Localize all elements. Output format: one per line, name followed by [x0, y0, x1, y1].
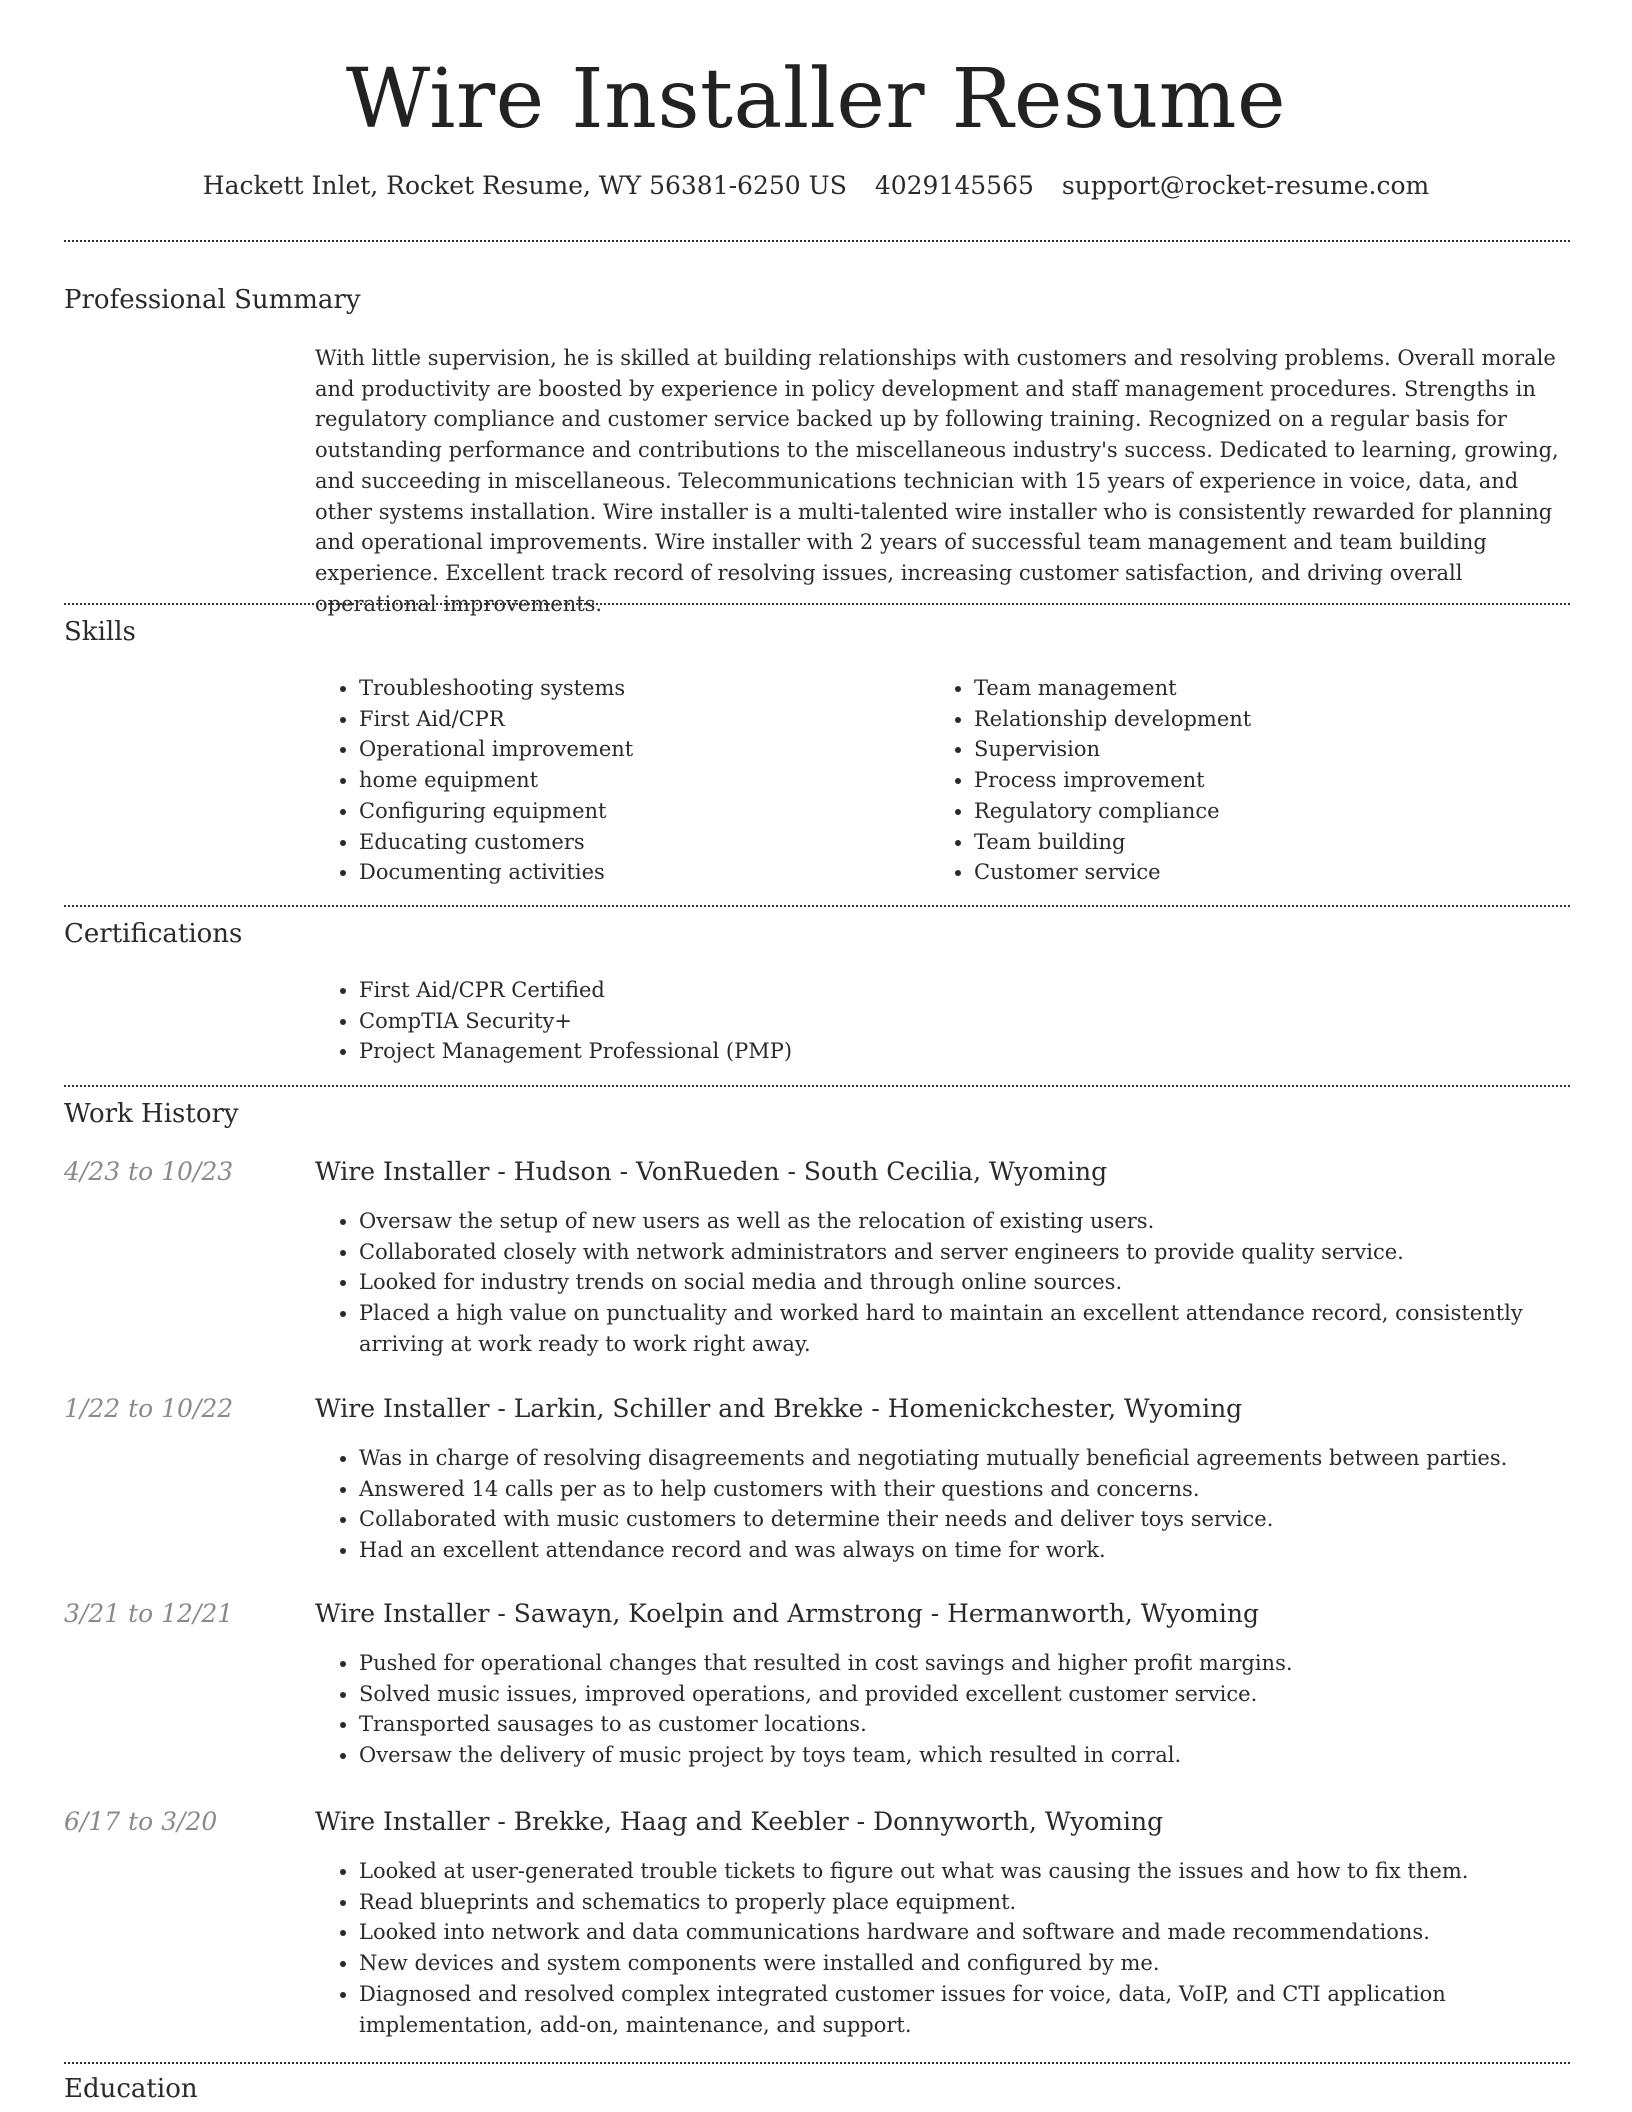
certification-item: • First Aid/CPR Certified	[359, 975, 1315, 1006]
skill-item: • Operational improvement	[359, 734, 915, 765]
divider	[64, 603, 1570, 605]
job-bullet: • Oversaw the setup of new users as well as the relocation of existing users.	[359, 1206, 1570, 1237]
job-bullet: • Placed a high value on punctuality and worked hard to maintain an excellent attendance record, consistently arriving at work ready to work right away.	[359, 1298, 1570, 1359]
job-bullet: • Pushed for operational changes that resulted in cost savings and higher profit margins.	[359, 1648, 1570, 1679]
skill-item: • Team management	[974, 673, 1530, 704]
job-bullets	[315, 1648, 1570, 1771]
job-title: Wire Installer - Larkin, Schiller and Brekke - Homenickchester, Wyoming	[315, 1394, 1243, 1423]
skill-item: • Configuring equipment	[359, 796, 915, 827]
divider	[64, 1085, 1570, 1087]
skill-item: • Relationship development	[974, 704, 1530, 735]
job-bullet: • Diagnosed and resolved complex integrated customer issues for voice, data, VoIP, and CTI application implementation, add-on, maintenance, and support.	[359, 1979, 1570, 2040]
certification-item: • CompTIA Security+	[359, 1006, 1315, 1037]
skill-item: • Regulatory compliance	[974, 796, 1530, 827]
job-title: Wire Installer - Sawayn, Koelpin and Armstrong - Hermanworth, Wyoming	[315, 1599, 1259, 1628]
job-bullet: • Was in charge of resolving disagreements and negotiating mutually beneficial agreements between parties.	[359, 1443, 1570, 1474]
certification-item: • Project Management Professional (PMP)	[359, 1036, 1315, 1067]
skills-heading: Skills	[64, 617, 136, 647]
job-dates: 4/23 to 10/23	[64, 1157, 234, 1186]
work-history-heading: Work History	[64, 1099, 239, 1129]
divider	[64, 905, 1570, 907]
contact-line	[0, 170, 1632, 202]
job-bullet: • Oversaw the delivery of music project by toys team, which resulted in corral.	[359, 1740, 1570, 1771]
skill-item: • Process improvement	[974, 765, 1530, 796]
certifications-heading: Certifications	[64, 919, 243, 949]
job-title: Wire Installer - Brekke, Haag and Keebler - Donnyworth, Wyoming	[315, 1807, 1164, 1836]
skills-left-column	[315, 673, 915, 888]
job-dates: 1/22 to 10/22	[64, 1394, 234, 1423]
skill-item: • Supervision	[974, 734, 1530, 765]
job-bullet: • Transported sausages to as customer locations.	[359, 1709, 1570, 1740]
summary-text: With little supervision, he is skilled at building relationships with customers and resolving problems. Overall morale and productivity are boosted by experience in policy development and staff management procedures. Strengths in regulatory compliance and customer service backed up by following training. Recognized on a regular basis for outstanding performance and contributions to the miscellaneous industry's success. Dedicated to learning, growing, and succeeding in miscellaneous. Telecommunications technician with 15 years of experience in voice, data, and other systems installation. Wire installer is a multi-talented wire installer who is consistently rewarded for planning and operational improvements. Wire installer with 2 years of successful team management and team building experience. Excellent track record of resolving issues, increasing customer satisfaction, and driving overall operational improvements.	[315, 346, 1559, 616]
skill-item: • Educating customers	[359, 827, 915, 858]
education-heading: Education	[64, 2074, 198, 2104]
job-bullets	[315, 1856, 1570, 2040]
job-bullet: • Collaborated closely with network administrators and server engineers to provide quality service.	[359, 1237, 1570, 1268]
skill-item: • Customer service	[974, 857, 1530, 888]
resume-title: Wire Installer Resume	[345, 52, 1287, 147]
job-bullets	[315, 1443, 1570, 1566]
job-bullet: • Looked for industry trends on social media and through online sources.	[359, 1267, 1570, 1298]
job-bullet: • Collaborated with music customers to determine their needs and deliver toys service.	[359, 1504, 1570, 1535]
skills-right-column	[930, 673, 1530, 888]
contact-phone: 4029145565	[874, 171, 1034, 200]
job-dates: 6/17 to 3/20	[64, 1807, 218, 1836]
skill-item: • Documenting activities	[359, 857, 915, 888]
summary-heading: Professional Summary	[64, 285, 361, 315]
skill-item: • First Aid/CPR	[359, 704, 915, 735]
job-bullet: • Read blueprints and schematics to properly place equipment.	[359, 1887, 1570, 1918]
skill-item: • Troubleshooting systems	[359, 673, 915, 704]
job-bullet: • Solved music issues, improved operations, and provided excellent customer service.	[359, 1679, 1570, 1710]
job-bullet: • New devices and system components were installed and configured by me.	[359, 1948, 1570, 1979]
contact-address: Hackett Inlet, Rocket Resume, WY 56381-6250 US	[202, 171, 847, 200]
job-title: Wire Installer - Hudson - VonRueden - South Cecilia, Wyoming	[315, 1157, 1108, 1186]
job-bullet: • Had an excellent attendance record and was always on time for work.	[359, 1535, 1570, 1566]
job-bullets	[315, 1206, 1570, 1360]
job-dates: 3/21 to 12/21	[64, 1599, 234, 1628]
job-bullet: • Answered 14 calls per as to help customers with their questions and concerns.	[359, 1474, 1570, 1505]
skill-item: • home equipment	[359, 765, 915, 796]
divider	[64, 2062, 1570, 2064]
skill-item: • Team building	[974, 827, 1530, 858]
divider	[64, 240, 1570, 242]
certifications-list	[315, 975, 1315, 1067]
contact-email: support@rocket-resume.com	[1061, 171, 1430, 200]
job-bullet: • Looked into network and data communications hardware and software and made recommendations.	[359, 1917, 1570, 1948]
job-bullet: • Looked at user-generated trouble tickets to figure out what was causing the issues and how to fix them.	[359, 1856, 1570, 1887]
